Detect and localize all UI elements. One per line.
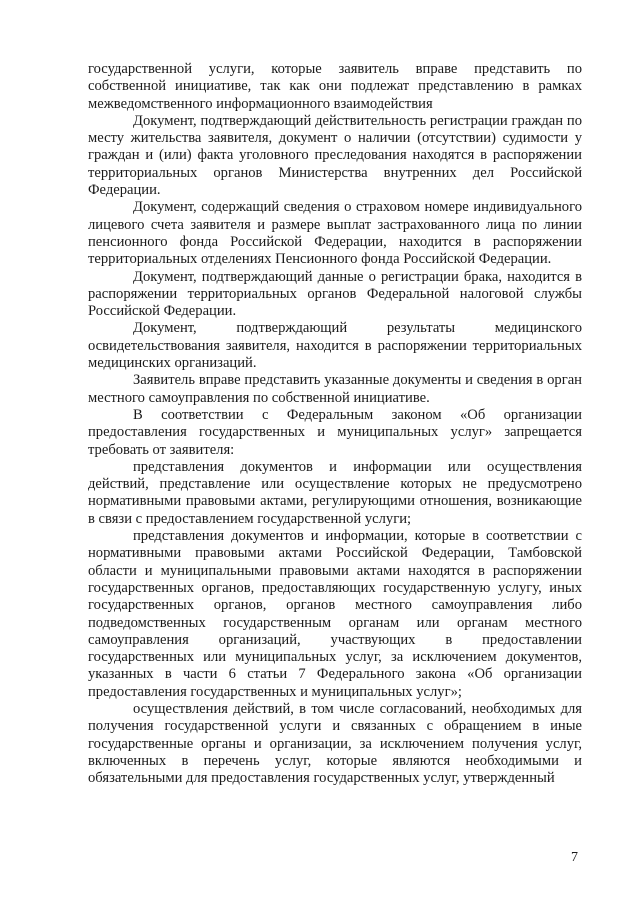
list-item-prohibition-3: осуществления действий, в том числе согласований, необходимых для получения государственной услуги и связанных с обращением в иные государственные органы и организации, за исключением получения услуг, включенных в перечень услуг, которые являются необходимыми и обязательными для предоставления государственных услуг, утвержденный [88,700,582,787]
paragraph-continuation: государственной услуги, которые заявитель вправе представить по собственной инициативе, так как они подлежат представлению в рамках межведомственного информационного взаимодействия [88,61,582,112]
document-body [88,61,582,787]
paragraph-pension-fund-document: Документ, содержащий сведения о страховом номере индивидуального лицевого счета заявителя и размере выплат застрахованного лица по линии пенсионного фонда Российской Федерации, находится в распоряжении территориальных отделениях Пенсионного фонда Российской Федерации. [88,199,582,268]
paragraph-federal-law-intro: В соответствии с Федеральным законом «Об организации предоставления государственных и муниципальных услуг» запрещается требовать от заявителя: [88,406,582,458]
paragraph-medical-examination: Документ, подтверждающий результаты медицинского освидетельствования заявителя, находится в распоряжении территориальных медицинских организаций. [88,320,582,372]
list-item-prohibition-1: представления документов и информации или осуществления действий, представление или осуществление которых не предусмотрено нормативными правовыми актами, регулирующими отношения, возникающие в связи с предоставлением государственной услуги; [88,458,582,527]
paragraph-marriage-registration: Документ, подтверждающий данные о регистрации брака, находится в распоряжении территориальных органов Федеральной налоговой службы Российской Федерации. [88,268,582,320]
list-item-prohibition-2: представления документов и информации, которые в соответствии с нормативными правовыми актами Российской Федерации, Тамбовской области и муниципальными правовыми актами находятся в распоряжении государственных органов, предоставляющих государственную услугу, иных государственных органов, органов местного самоуправления либо подведомственных государственным органам или органам местного самоуправления организаций, участвующих в предоставлении государственных или муниципальных услуг, за исключением документов, указанных в части 6 статьи 7 Федерального закона «Об организации предоставления государственных и муниципальных услуг»; [88,528,582,700]
page-number: 7 [571,850,578,865]
paragraph-mvd-documents: Документ, подтверждающий действительность регистрации граждан по месту жительства заявителя, документ о наличии (отсутствии) судимости у граждан и (или) факта уголовного преследования находятся в распоряжении территориальных органов Министерства внутренних дел Российской Федерации. [88,112,582,199]
paragraph-own-initiative: Заявитель вправе представить указанные документы и сведения в орган местного самоуправления по собственной инициативе. [88,372,582,406]
